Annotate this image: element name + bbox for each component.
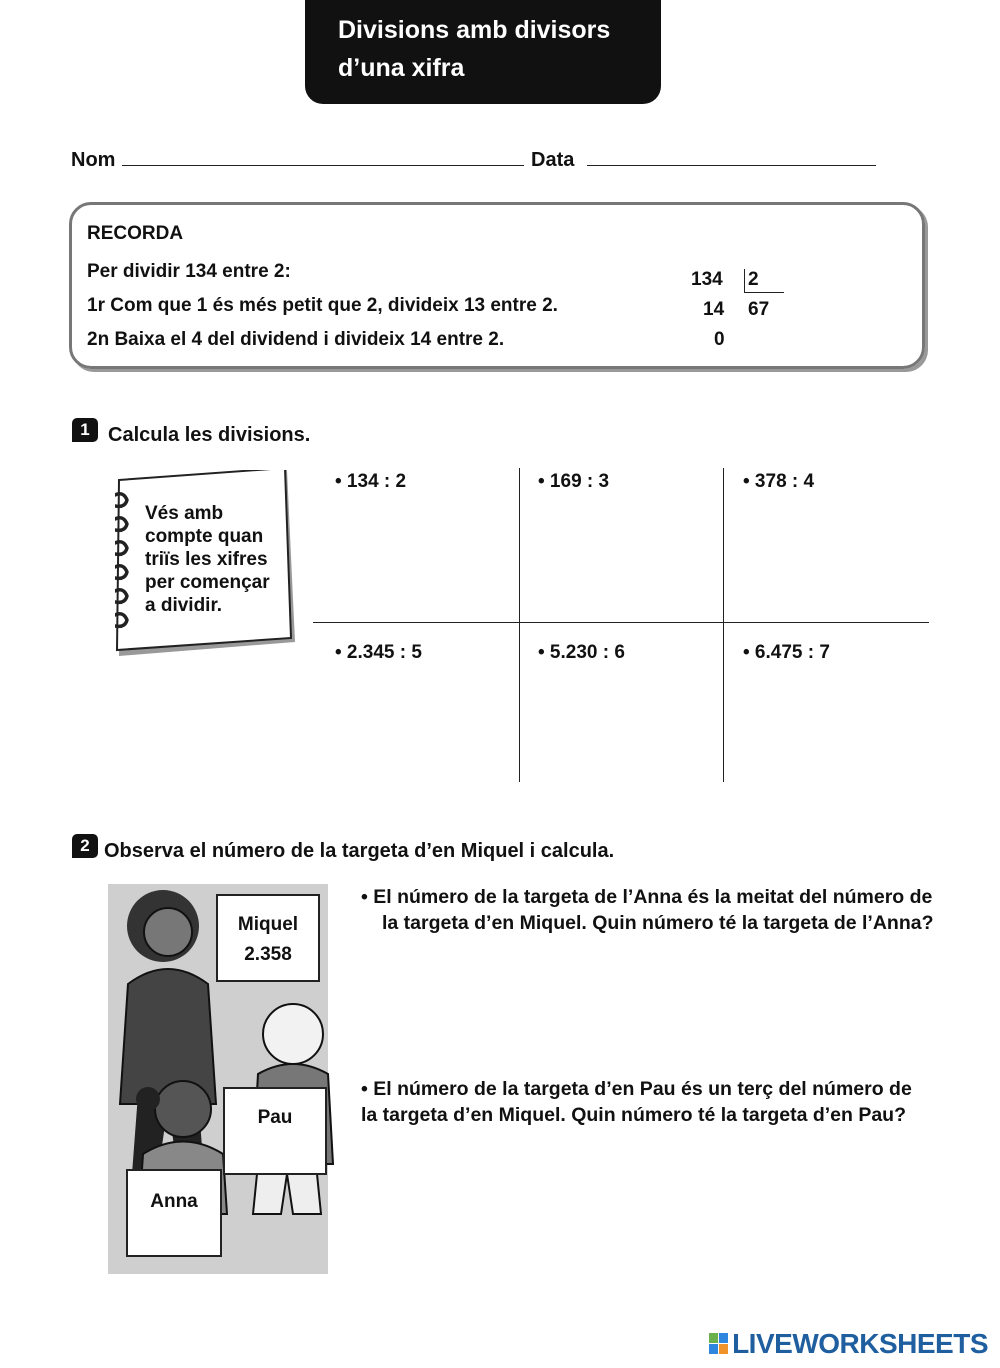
date-label: Data	[531, 149, 575, 171]
example-divisor: 2	[748, 269, 759, 290]
pau-card-name: Pau	[257, 1107, 293, 1128]
notepad-tip	[115, 470, 295, 656]
name-field[interactable]	[122, 165, 524, 166]
note-line-5: a dividir.	[145, 595, 223, 616]
answer-area-question-1[interactable]	[361, 945, 971, 1065]
division-3: • 378 : 4	[743, 471, 815, 492]
note-line-3: triïs les xifres	[145, 549, 268, 570]
question-2-line-2: la targeta d’en Miquel. Quin número té la targeta d’en Pau?	[361, 1104, 907, 1126]
exercise-1-instruction: Calcula les divisions.	[108, 424, 311, 446]
children-illustration	[108, 884, 353, 1280]
miquel-card-name: Miquel	[237, 914, 299, 935]
name-label: Nom	[71, 149, 116, 171]
title-tab	[305, 0, 661, 104]
example-remainder: 0	[714, 329, 725, 350]
division-bracket-vertical	[744, 269, 745, 293]
division-1: • 134 : 2	[335, 471, 407, 492]
liveworksheets-logo[interactable]	[709, 1328, 988, 1360]
answer-area-1[interactable]	[520, 500, 722, 620]
example-quotient: 67	[748, 299, 770, 320]
logo-text: LIVEWORKSHEETS	[732, 1328, 988, 1359]
recorda-box	[69, 202, 925, 369]
title-line-2: d’una xifra	[338, 54, 465, 82]
note-line-1: Vés amb	[145, 503, 224, 524]
pau-card	[223, 1087, 327, 1175]
anna-card-name: Anna	[150, 1191, 198, 1212]
miquel-card-number: 2.358	[244, 944, 292, 965]
grid-horizontal-line	[313, 622, 929, 623]
example-partial: 14	[703, 299, 725, 320]
recorda-line-3: 2n Baixa el 4 del dividend i divideix 14 entre 2.	[87, 329, 505, 350]
note-line-2: compte quan	[145, 526, 264, 547]
recorda-heading: RECORDA	[87, 223, 184, 244]
grid-vertical-line-2	[723, 468, 724, 782]
logo-icon	[709, 1330, 729, 1352]
question-1-line-1: • El número de la targeta de l’Anna és la meitat del número de	[361, 886, 933, 908]
answer-area-question-2[interactable]	[361, 1136, 971, 1276]
question-2	[361, 1076, 912, 1128]
note-line-4: per començar	[145, 572, 270, 593]
division-5: • 5.230 : 6	[538, 642, 625, 663]
date-field[interactable]	[587, 165, 876, 166]
question-1	[361, 884, 934, 936]
exercise-1-badge: 1	[72, 418, 98, 442]
exercise-2-instruction: Observa el número de la targeta d’en Miquel i calcula.	[104, 840, 615, 862]
example-dividend: 134	[691, 269, 723, 290]
division-4: • 2.345 : 5	[335, 642, 422, 663]
question-2-line-1: • El número de la targeta d’en Pau és un terç del número de	[361, 1078, 912, 1100]
anna-card	[126, 1169, 222, 1257]
miquel-card	[216, 894, 320, 982]
division-bracket-horizontal	[744, 292, 784, 293]
question-1-line-2: la targeta d’en Miquel. Quin número té la targeta de l’Anna?	[382, 912, 934, 934]
recorda-line-2: 1r Com que 1 és més petit que 2, divideix 13 entre 2.	[87, 295, 558, 316]
recorda-line-1: Per dividir 134 entre 2:	[87, 261, 291, 282]
division-2: • 169 : 3	[538, 471, 610, 492]
division-6: • 6.475 : 7	[743, 642, 830, 663]
exercise-2-badge: 2	[72, 834, 98, 858]
title-line-1: Divisions amb divisors	[338, 16, 611, 44]
